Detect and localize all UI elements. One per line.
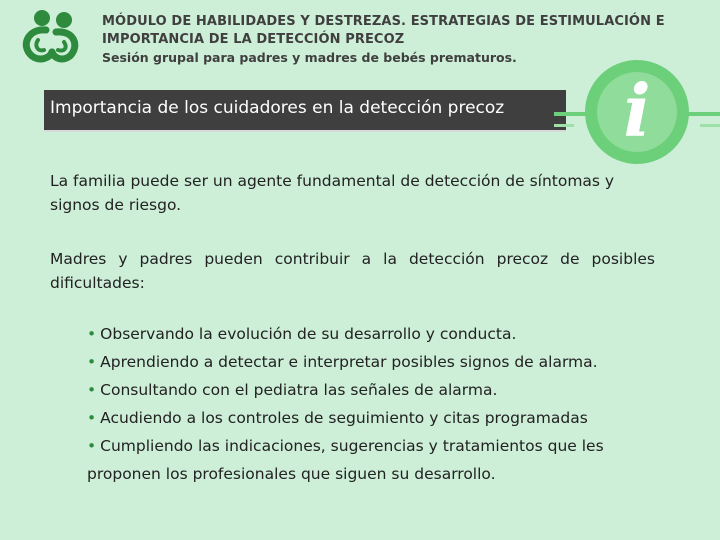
- section-title: Importancia de los cuidadores en la detección precoz: [50, 98, 505, 118]
- list-item: [87, 432, 647, 488]
- logo-icon: [16, 6, 86, 64]
- header-subtitle: Sesión grupal para padres y madres de bebés prematuros.: [102, 50, 517, 65]
- list-item-text: Consultando con el pediatra las señales de alarma.: [100, 381, 498, 399]
- list-item: [87, 348, 647, 376]
- bullet-dot-icon: •: [87, 325, 97, 343]
- bullet-dot-icon: •: [87, 409, 97, 427]
- list-item: [87, 376, 647, 404]
- info-icon-letter: i: [623, 68, 651, 153]
- bullet-dot-icon: •: [87, 437, 97, 455]
- bullet-dot-icon: •: [87, 381, 97, 399]
- list-item-text: Aprendiendo a detectar e interpretar posibles signos de alarma.: [100, 353, 598, 371]
- list-item: [87, 404, 647, 432]
- list-item: [87, 320, 647, 348]
- paragraph-family: La familia puede ser un agente fundamental de detección de síntomas y signos de riesgo.: [50, 172, 615, 214]
- bullet-dot-icon: •: [87, 353, 97, 371]
- bullet-list: [87, 320, 647, 488]
- info-icon: [554, 58, 720, 168]
- header-title-line2: IMPORTANCIA DE LA DETECCIÓN PRECOZ: [102, 32, 405, 47]
- header-title-line1: MÓDULO DE HABILIDADES Y DESTREZAS. ESTRATEGIAS DE ESTIMULACIÓN E: [102, 14, 665, 29]
- list-item-text: Cumpliendo las indicaciones, sugerencias y tratamientos que les proponen los profesionales que siguen su desarrollo.: [87, 437, 604, 483]
- paragraph-parents: Madres y padres pueden contribuir a la detección precoz de posibles dificultades:: [50, 250, 655, 292]
- list-item-text: Observando la evolución de su desarrollo y conducta.: [100, 325, 517, 343]
- list-item-text: Acudiendo a los controles de seguimiento y citas programadas: [100, 409, 588, 427]
